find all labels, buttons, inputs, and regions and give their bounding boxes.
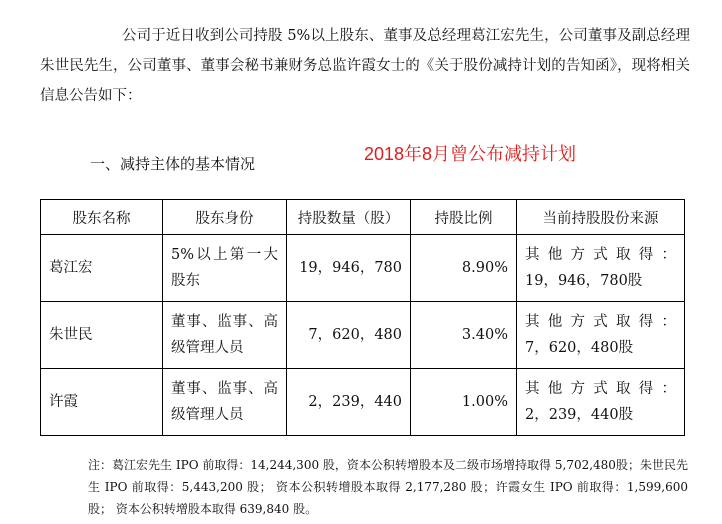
header-shareholder-role: 股东身份 [163,200,287,235]
cell-source [517,369,685,436]
source-method: 其他方式取得： [525,314,676,330]
cell-name: 葛江宏 [41,235,163,302]
cell-role: 董事、监事、高级管理人员 [163,302,287,369]
source-amount: 7，620，480股 [525,340,634,356]
header-share-count: 持股数量（股） [287,200,411,235]
footnote: 注：葛江宏先生 IPO 前取得：14,244,300 股，资本公积转增股本及二级市场增持取得 5,702,480股；朱世民先生 IPO 前取得：5,443,200 股； 资本公积转增股本取得 2,177,280 股；许霞女生 IPO 前取得：1,599,600 股； 资本公积转增股本取得 639,840 股。 [88,458,688,516]
header-share-source: 当前持股股份来源 [517,200,685,235]
source-amount: 2，239，440股 [525,407,634,423]
intro-paragraph: 公司于近日收到公司持股 5%以上股东、董事及总经理葛江宏先生，公司董事及副总经理朱世民先生，公司董事、董事会秘书兼财务总监许霞女士的《关于股份减持计划的告知函》，现将相关信息公告如下： [40,27,690,104]
section-heading: 一、减持主体的基本情况 [90,155,256,173]
header-shareholder-name: 股东名称 [41,200,163,235]
red-annotation: 2018年8月曾公布减持计划 [364,144,577,164]
cell-shares: 19，946，780 [287,235,411,302]
source-amount: 19，946，780股 [525,273,643,289]
cell-name: 朱世民 [41,302,163,369]
table-row [41,369,685,436]
cell-role: 董事、监事、高级管理人员 [163,369,287,436]
source-method: 其他方式取得： [525,247,676,263]
cell-role: 5%以上第一大股东 [163,235,287,302]
cell-ratio: 3.40% [411,302,517,369]
cell-source [517,302,685,369]
cell-ratio: 8.90% [411,235,517,302]
table-header-row [41,200,685,235]
cell-name: 许霞 [41,369,163,436]
cell-source [517,235,685,302]
cell-shares: 2，239，440 [287,369,411,436]
cell-shares: 7，620，480 [287,302,411,369]
cell-ratio: 1.00% [411,369,517,436]
table-row [41,235,685,302]
source-method: 其他方式取得： [525,381,676,397]
shareholder-table [40,199,685,436]
table-row [41,302,685,369]
header-share-ratio: 持股比例 [411,200,517,235]
